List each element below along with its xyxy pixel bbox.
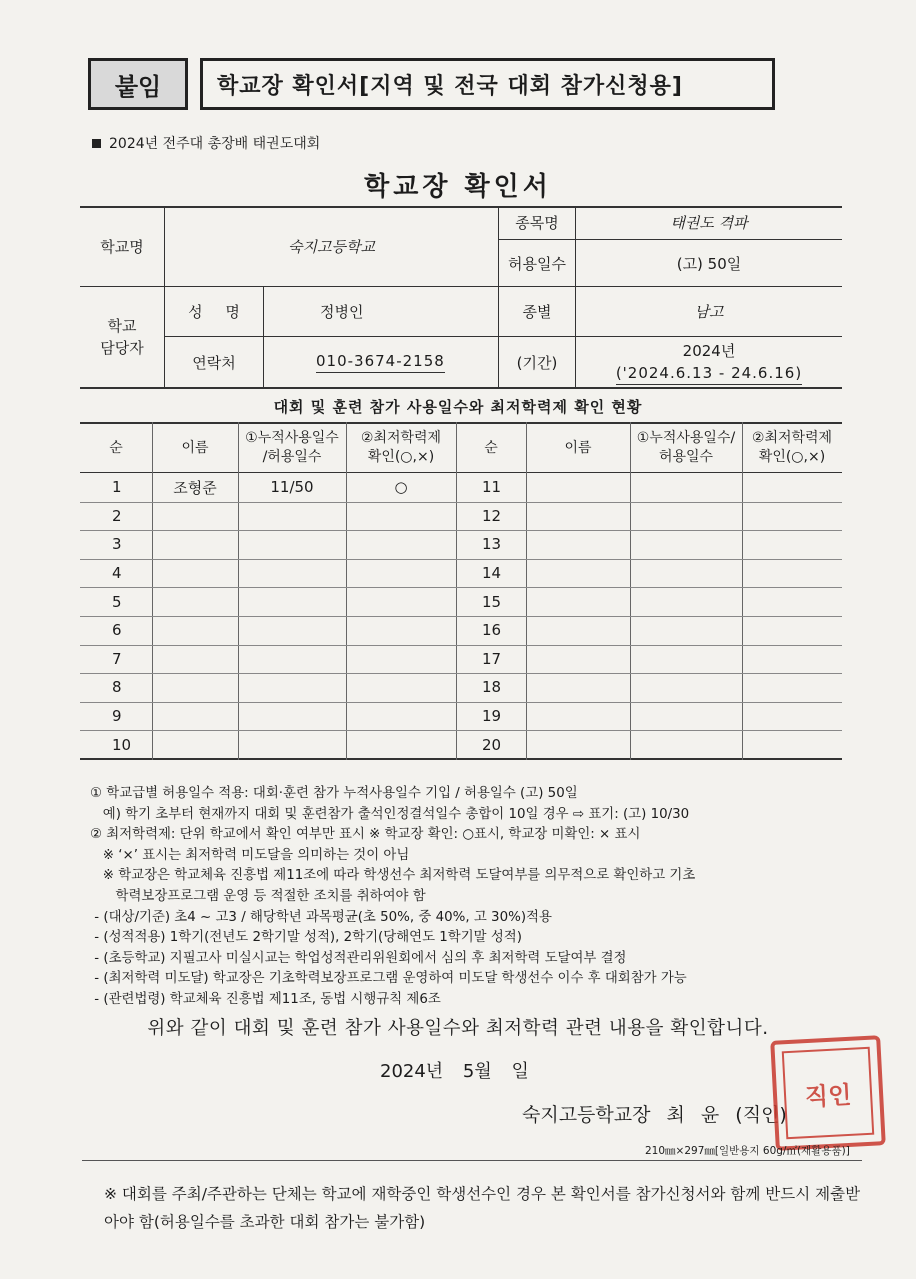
header-days: ①누적사용일수 /허용일수 — [245, 430, 339, 465]
period-value: ('2024.6.13 - 24.6.16) — [616, 362, 802, 385]
issue-date: 2024년 5월 일 — [380, 1061, 529, 1082]
row-seq-2: 18 — [482, 678, 502, 697]
school-value: 숙지고등학교 — [288, 237, 375, 256]
row-seq-2: 13 — [482, 535, 502, 554]
header-name-2: 이름 — [564, 439, 592, 456]
row-seq-2: 11 — [482, 478, 502, 497]
note-line: - (최저학력 미도달) 학교장은 기초학력보장프로그램 운영하여 미도달 학생선수 이수 후 대회참가 가능 — [90, 971, 687, 987]
row-seq: 2 — [112, 506, 122, 525]
header-check-2: ②최저학력제 확인(○,×) — [751, 430, 833, 465]
paper-spec: 210㎜×297㎜[일반용지 60g/㎡(재활용품)] — [645, 1145, 850, 1157]
table-row-divider — [80, 530, 842, 531]
row-seq: 4 — [112, 564, 122, 583]
footer-note: ※ 대회를 주최/주관하는 단체는 학교에 재학중인 학생선수인 경우 본 확인서를 참가신청서와 함께 반드시 제출받아야 함(허용일수를 초과한 대회 참가는 불가함) — [104, 1185, 861, 1231]
row-seq: 7 — [112, 649, 122, 668]
table-column-divider — [742, 422, 743, 760]
gender-label: 종별 — [522, 303, 552, 321]
table-row-divider — [80, 673, 842, 674]
row-seq-2: 17 — [482, 649, 502, 668]
row-name: 조형준 — [173, 478, 217, 497]
note-line: ※ 학교장은 학교체육 진흥법 제11조에 따라 학생선수 최저학력 도달여부를 의무적으로 확인하고 기초 — [90, 868, 696, 884]
row-seq: 9 — [112, 707, 122, 726]
row-seq: 5 — [112, 592, 122, 611]
row-seq-2: 20 — [482, 735, 502, 754]
table-row-divider — [80, 616, 842, 617]
row-seq: 1 — [112, 478, 122, 497]
event-line — [92, 133, 320, 153]
table-row-divider — [80, 702, 842, 703]
name-label: 성 명 — [188, 303, 240, 321]
seal-text: 직인 — [782, 1047, 874, 1139]
person-label: 학교 담당자 — [100, 317, 144, 357]
page-title: 학교장 확인서 — [364, 172, 552, 202]
header-seq-2: 순 — [484, 439, 498, 456]
row-seq-2: 14 — [482, 564, 502, 583]
note-line: ② 최저학력제: 단위 학교에서 확인 여부만 표시 ※ 학교장 확인: ○표시, 학교장 미확인: × 표시 — [90, 827, 641, 843]
note-line: 학력보장프로그램 운영 등 적절한 조치를 취하여야 함 — [90, 888, 426, 904]
row-seq-2: 19 — [482, 707, 502, 726]
document-banner-title: 학교장 확인서[지역 및 전국 대회 참가신청용] — [200, 58, 775, 110]
note-line: ① 학교급별 허용일수 적용: 대회·훈련 참가 누적사용일수 기입 / 허용일수 (고) 50일 — [90, 786, 578, 801]
school-label: 학교명 — [100, 237, 144, 256]
row-seq-2: 12 — [482, 506, 502, 525]
row-seq: 8 — [112, 678, 122, 697]
period-cell — [576, 337, 842, 387]
note-line: 예) 학기 초부터 현재까지 대회 및 훈련참가 출석인정결석일수 총합이 10일 경우 ⇨ 표기: (고) 10/30 — [90, 806, 690, 822]
row-seq-2: 16 — [482, 621, 502, 640]
note-line: - (성적적용) 1학기(전년도 2학기말 성적), 2학기(당해연도 1학기말 성적) — [90, 930, 522, 946]
event-name: 2024년 전주대 총장배 태권도대회 — [109, 136, 321, 152]
row-check: ○ — [394, 478, 408, 497]
principal-signature: 숙지고등학교장 최 윤 (직인) — [522, 1104, 787, 1126]
notes-section — [90, 784, 890, 1011]
contact-value: 010-3674-2158 — [264, 337, 498, 387]
row-days: 11/50 — [270, 478, 314, 497]
note-line: - (대상/기준) 초4 ~ 고3 / 해당학년 과목평균(초 50%, 중 40%, 고 30%)적용 — [90, 909, 552, 925]
table-row-divider — [80, 502, 842, 503]
event-label: 종목명 — [515, 214, 559, 232]
table-column-divider — [630, 422, 631, 760]
list-title: 대회 및 훈련 참가 사용일수와 최저학력제 확인 현황 — [273, 398, 643, 416]
participation-table — [80, 422, 842, 760]
row-seq: 6 — [112, 621, 122, 640]
header-check: ②최저학력제 확인(○,×) — [360, 430, 442, 465]
name-value: 정병인 — [320, 303, 364, 321]
row-seq: 10 — [112, 735, 132, 754]
event-value: 태권도 격파 — [670, 214, 748, 232]
header-days-2: ①누적사용일수/ 허용일수 — [636, 430, 736, 465]
row-seq-2: 15 — [482, 592, 502, 611]
period-label: (기간) — [516, 353, 558, 372]
gender-value: 남고 — [694, 303, 724, 321]
note-line: ※ ‘×’ 표시는 최저학력 미도달을 의미하는 것이 아님 — [90, 847, 410, 863]
attachment-badge: 붙임 — [88, 58, 188, 110]
contact-label: 연락처 — [192, 353, 236, 372]
square-bullet-icon — [92, 139, 101, 148]
table-column-divider — [456, 422, 457, 760]
days-label: 허용일수 — [508, 254, 566, 273]
days-value: (고) 50일 — [676, 254, 742, 273]
period-year: 2024년 — [682, 341, 736, 360]
note-line: - (초등학교) 지필고사 미실시교는 학업성적관리위원회에서 심의 후 최저학력 도달여부 결정 — [90, 950, 627, 966]
official-seal-icon — [770, 1035, 886, 1151]
header-name: 이름 — [181, 439, 209, 456]
table-row-divider — [80, 730, 842, 731]
note-line: - (관련법령) 학교체육 진흥법 제11조, 동법 시행규칙 제6조 — [90, 991, 441, 1007]
row-seq: 3 — [112, 535, 122, 554]
info-table — [80, 206, 842, 389]
header-seq: 순 — [109, 439, 123, 456]
confirmation-statement: 위와 같이 대회 및 훈련 참가 사용일수와 최저학력 관련 내용을 확인합니다. — [147, 1018, 769, 1039]
table-column-divider — [526, 422, 527, 760]
table-row-divider — [80, 645, 842, 646]
table-row-divider — [80, 587, 842, 588]
table-row-divider — [80, 559, 842, 560]
divider — [82, 1160, 862, 1161]
